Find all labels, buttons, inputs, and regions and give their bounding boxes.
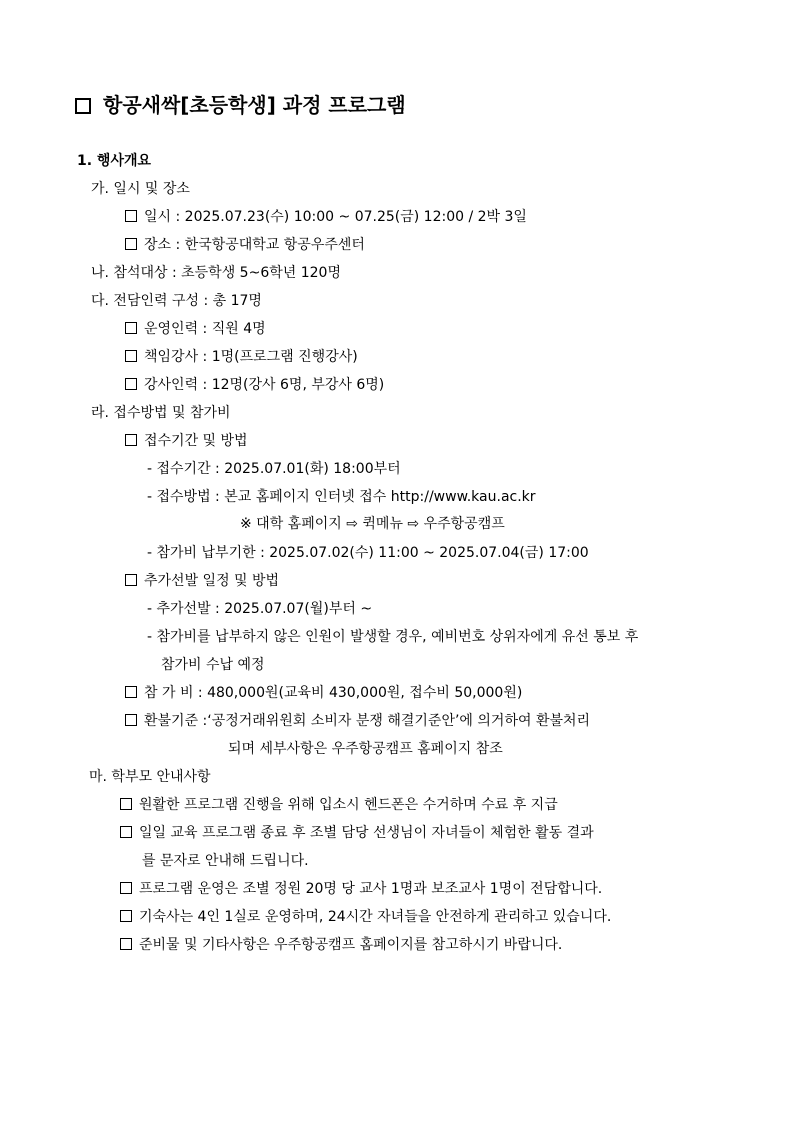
- dash-item: - 접수방법 : 본교 홈페이지 인터넷 접수 http://www.kau.ac.kr: [147, 489, 536, 505]
- dash-item-continued: 참가비 수납 예정: [161, 657, 265, 673]
- title-text: 항공새싹[초등학생] 과정 프로그램: [103, 93, 406, 117]
- checkbox-square-icon: [125, 350, 137, 362]
- checkbox-square-icon: [125, 574, 137, 586]
- subsection-ra: 라. 접수방법 및 참가비: [91, 405, 231, 421]
- document-title: [75, 92, 406, 118]
- checkbox-square-icon: [125, 238, 137, 250]
- list-item: 참 가 비 : 480,000원(교육비 430,000원, 접수비 50,000원): [125, 684, 522, 702]
- list-item: 원활한 프로그램 진행을 위해 입소시 헨드폰은 수거하며 수료 후 지급: [120, 796, 558, 814]
- checkbox-square-icon: [120, 882, 132, 894]
- list-item: 장소 : 한국항공대학교 항공우주센터: [125, 236, 365, 254]
- list-item: 준비물 및 기타사항은 우주항공캠프 홈페이지를 참고하시기 바랍니다.: [120, 936, 562, 954]
- list-item: 추가선발 일정 및 방법: [125, 572, 279, 590]
- subsection-da: 다. 전담인력 구성 : 총 17명: [91, 293, 262, 309]
- list-item: 강사인력 : 12명(강사 6명, 부강사 6명): [125, 376, 384, 394]
- note-text: ※ 대학 홈페이지 ⇨ 퀵메뉴 ⇨ 우주항공캠프: [240, 516, 505, 532]
- list-item: 일일 교육 프로그램 종료 후 조별 담당 선생님이 자녀들이 체험한 활동 결과: [120, 824, 594, 842]
- checkbox-square-icon: [125, 210, 137, 222]
- list-item-continued: 되며 세부사항은 우주항공캠프 홈페이지 참조: [228, 741, 503, 757]
- checkbox-square-icon: [75, 98, 91, 114]
- checkbox-square-icon: [125, 322, 137, 334]
- dash-item: - 참가비를 납부하지 않은 인원이 발생할 경우, 예비번호 상위자에게 유선 통보 후: [147, 629, 639, 645]
- dash-item: - 접수기간 : 2025.07.01(화) 18:00부터: [147, 461, 401, 477]
- checkbox-square-icon: [125, 378, 137, 390]
- list-item-continued: 를 문자로 안내해 드립니다.: [142, 853, 309, 869]
- checkbox-square-icon: [125, 434, 137, 446]
- list-item: 운영인력 : 직원 4명: [125, 320, 266, 338]
- checkbox-square-icon: [125, 686, 137, 698]
- checkbox-square-icon: [120, 910, 132, 922]
- subsection-ma: 마. 학부모 안내사항: [89, 769, 211, 785]
- checkbox-square-icon: [120, 826, 132, 838]
- list-item: 환불기준 :‘공정거래위원회 소비자 분쟁 해결기준안’에 의거하여 환불처리: [125, 712, 590, 730]
- section-1-heading: 1. 행사개요: [77, 153, 152, 169]
- subsection-ga: 가. 일시 및 장소: [91, 181, 190, 197]
- checkbox-square-icon: [120, 938, 132, 950]
- dash-item: - 추가선발 : 2025.07.07(월)부터 ~: [147, 601, 373, 617]
- checkbox-square-icon: [125, 714, 137, 726]
- list-item: 접수기간 및 방법: [125, 432, 248, 450]
- checkbox-square-icon: [120, 798, 132, 810]
- subsection-na: 나. 참석대상 : 초등학생 5~6학년 120명: [91, 265, 341, 281]
- list-item: 기숙사는 4인 1실로 운영하며, 24시간 자녀들을 안전하게 관리하고 있습니다.: [120, 908, 611, 926]
- list-item: 일시 : 2025.07.23(수) 10:00 ~ 07.25(금) 12:00 / 2박 3일: [125, 208, 527, 226]
- list-item: 프로그램 운영은 조별 정원 20명 당 교사 1명과 보조교사 1명이 전담합니다.: [120, 880, 602, 898]
- list-item: 책임강사 : 1명(프로그램 진행강사): [125, 348, 358, 366]
- dash-item: - 참가비 납부기한 : 2025.07.02(수) 11:00 ~ 2025.07.04(금) 17:00: [147, 545, 589, 561]
